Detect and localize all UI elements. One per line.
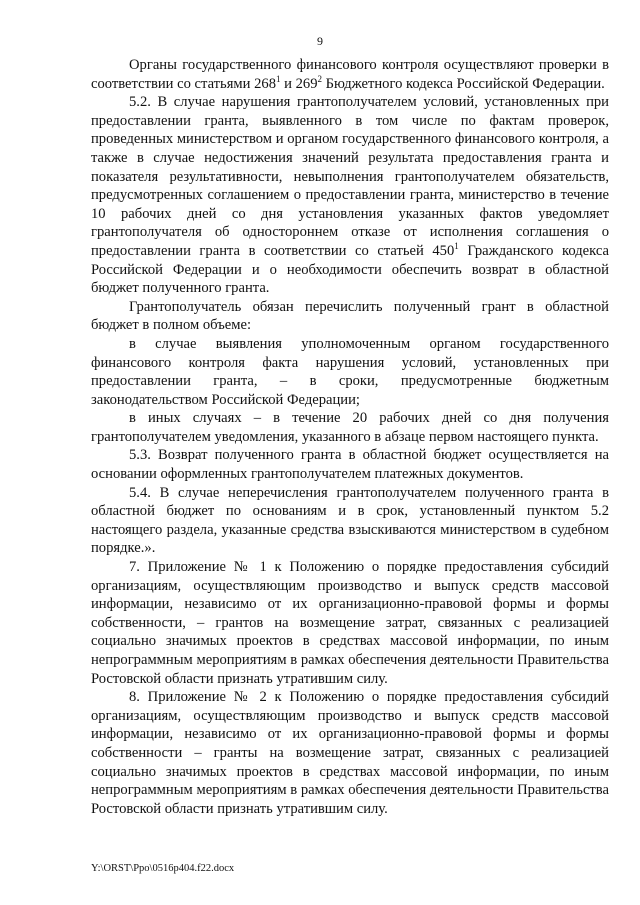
paragraph-5-4: 5.4. В случае неперечисления грантополучателем полученного гранта в областной бюджет по основаниям и в срок, установленный пунктом 5.2 настоящего раздела, указанные средства взыскиваются министерством в судебном порядке.». (91, 484, 609, 557)
document-body (91, 56, 609, 818)
paragraph-text: Органы государственного финансового контроля осуществляют проверки в соответствии со статьями 268 (91, 57, 609, 92)
paragraph-item-7: 7. Приложение № 1 к Положению о порядке предоставления субсидий организациям, осуществляющим производство и выпуск средств массовой информации, независимо от их организационно-правовой формы и формы собственности, – грантов на возмещение затрат, связанных с реализацией социально значимых проектов в средствах массовой информации, по иным непрограммным мероприятиям в рамках обеспечения деятельности Правительства Ростовской области признать утратившим силу. (91, 559, 609, 687)
paragraph-other-cases: в иных случаях – в течение 20 рабочих дней со дня получения грантополучателем уведомления, указанного в абзаце первом настоящего пункта. (91, 410, 609, 445)
page-number: 9 (317, 34, 323, 48)
paragraph-control-bodies (91, 56, 609, 93)
file-path-footer: Y:\ORST\Ppo\0516p404.f22.docx (91, 863, 235, 874)
paragraph-text: и 269 (280, 75, 318, 92)
paragraph-obligation: Грантополучатель обязан перечислить полученный грант в областной бюджет в полном объеме: (91, 298, 609, 334)
paragraph-case-violation: в случае выявления уполномоченным органом государственного финансового контроля факта нарушения условий, установленных при предоставлении гранта, – в сроки, предусмотренные бюджетным законодательством Российской Федерации; (91, 335, 609, 408)
paragraph-5-2 (91, 93, 609, 298)
paragraph-text: Гражданского кодекса Российской Федерации и о необходимости обеспечить возврат в областной бюджет полученного гранта. (91, 242, 609, 297)
paragraph-text: 5.2. В случае нарушения грантополучателем условий, установленных при предоставлении гранта, выявленного в том числе по фактам проверок, проведенных министерством и органом государственного финансового контроля, а также в случае недостижения значений результата предоставления гранта и показателя результативности, невыполнения грантополучателем обязательств, предусмотренных соглашением о предоставлении гранта, министерство в течение 10 рабочих дней со дня установления указанных фактов уведомляет грантополучателя об одностороннем отказе от исполнения соглашения о предоставлении гранта в соответствии со статьей 450 (91, 94, 609, 259)
paragraph-text: Бюджетного кодекса Российской Федерации. (322, 75, 605, 92)
paragraph-5-3: 5.3. Возврат полученного гранта в областной бюджет осуществляется на основании оформленных грантополучателем платежных документов. (91, 447, 609, 483)
superscript: 1 (454, 240, 459, 251)
superscript: 1 (276, 73, 281, 84)
paragraph-item-8: 8. Приложение № 2 к Положению о порядке предоставления субсидий организациям, осуществляющим производство и выпуск средств массовой информации, независимо от их организационно-правовой формы и формы собственности – гранты на возмещение затрат, связанных с реализацией социально значимых проектов в средствах массовой информации, по иным непрограммным мероприятиям в рамках обеспечения деятельности Правительства Ростовской области признать утратившим силу. (91, 689, 609, 817)
superscript: 2 (317, 73, 322, 84)
